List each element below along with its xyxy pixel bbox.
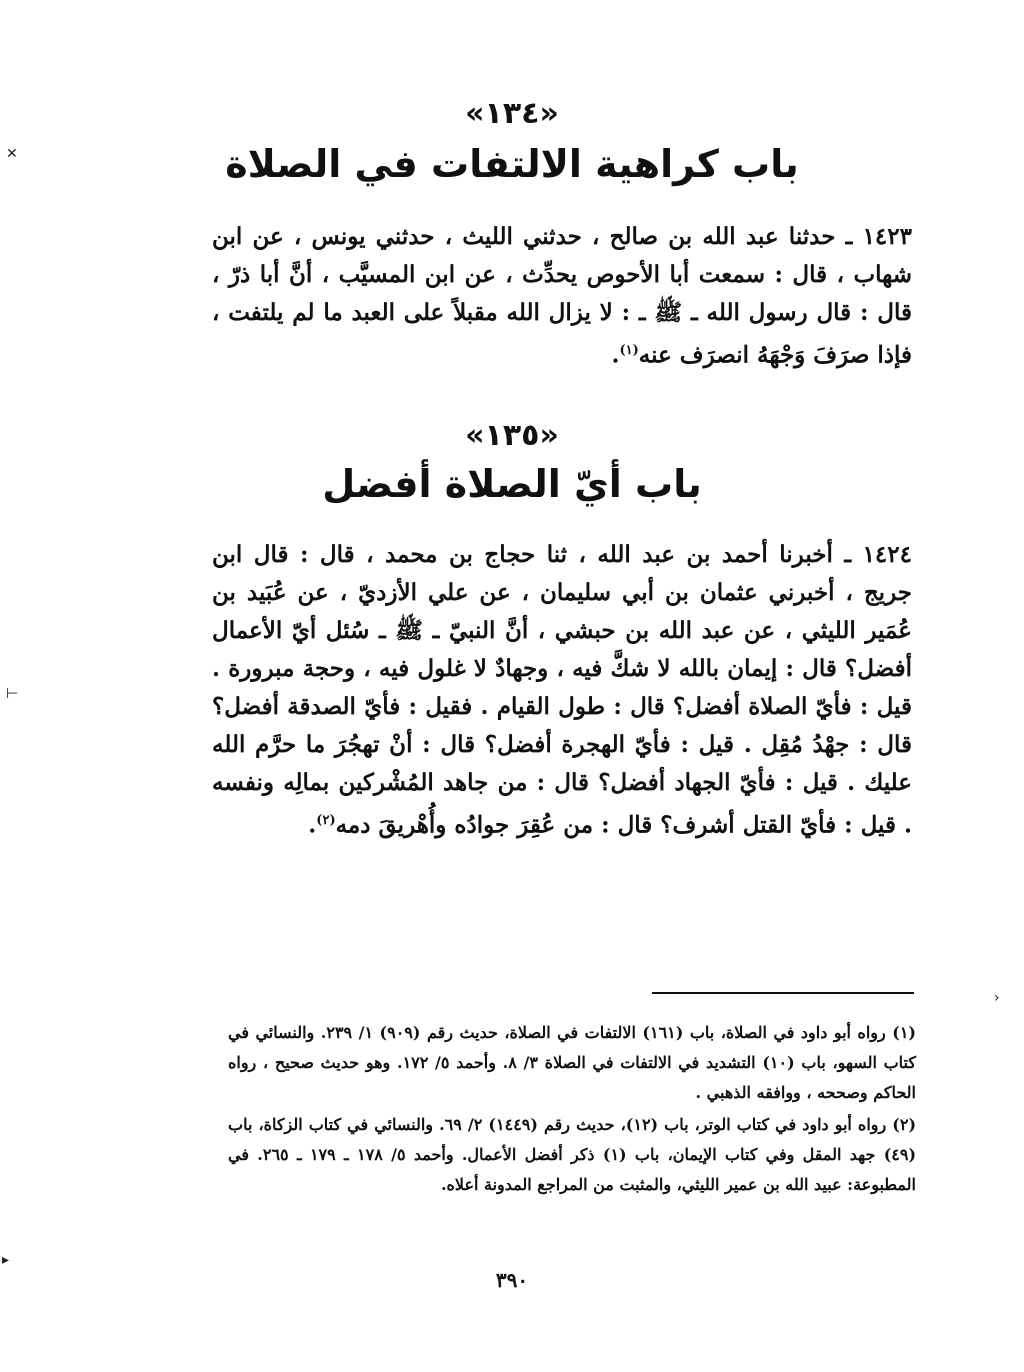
hadith-end: .: [611, 341, 620, 369]
section-title: باب أيّ الصلاة أفضل: [322, 462, 702, 506]
hadith-body: ١٤٢٤ ـ أخبرنا أحمد بن عبد الله ، ثنا حجاج بن محمد ، قال : قال ابن جريج ، أخبرني عثمان بن أبي سليمان ، عن علي الأزديّ ، عن عُبَيد بن عُمَير الليثي ، عن عبد الله بن حبشي ، أنَّ النبيّ ـ ﷺ ـ سُئل أيّ الأعمال أفضل؟ قال : إيمان بالله لا شكَّ فيه ، وجهادٌ لا غلول فيه ، وحجة مبرورة . قيل : فأيّ الصلاة أفضل؟ قال : طول القيام . فقيل : فأيّ الصدقة أفضل؟ قال : جهْدُ مُقِل . قيل : فأيّ الهجرة أفضل؟ قال : أنْ تهجُرَ ما حرَّم الله عليك . قيل : فأيّ الجهاد أفضل؟ قال : من جاهد المُشْركين بمالِه ونفسه . قيل : فأيّ القتل أشرف؟ قال : من عُقِرَ جوادُه وأُهْريقَ دمه: [212, 541, 912, 839]
section-number: «١٣٥»: [465, 418, 559, 453]
section-title: باب كراهية الالتفات في الصلاة: [225, 142, 799, 186]
page-number: ٣٩٠: [495, 1268, 529, 1292]
footnote: (٢) رواه أبو داود في كتاب الوتر، باب (١٢)، حديث رقم (١٤٤٩) ٢/ ٦٩. والنسائي في كتاب الزكاة، باب (٤٩) جهد المقل وفي كتاب الإيمان، باب (١) ذكر أفضل الأعمال. وأحمد ٥/ ١٧٨ ـ ١٧٩ ـ ٢٦٥. في المطبوعة: عبيد الله بن عمير الليثي، والمثبت من المراجع المدونة أعلاه.: [228, 1115, 917, 1194]
scan-mark-icon: ▸: [2, 1252, 10, 1268]
hadith-text: [212, 218, 912, 375]
hadith-end: .: [308, 811, 317, 839]
footnote-ref[interactable]: (٢): [316, 813, 336, 828]
scan-mark-icon: ⊢: [6, 686, 19, 702]
hadith-text: [212, 536, 912, 845]
footnote-ref[interactable]: (١): [619, 343, 639, 358]
section-number: «١٣٤»: [465, 96, 559, 131]
footnotes: [228, 1018, 916, 1202]
footnote: (١) رواه أبو داود في الصلاة، باب (١٦١) الالتفات في الصلاة، حديث رقم (٩٠٩) ١/ ٢٣٩. والنسائي في كتاب السهو، باب (١٠) التشديد في الالتفات في الصلاة ٣/ ٨. وأحمد ٥/ ١٧٢. وهو حديث صحيح ، رواه الحاكم وصححه ، ووافقه الذهبي .: [228, 1023, 917, 1102]
scan-mark-icon: ›: [994, 990, 1000, 1006]
scan-mark-icon: ✕: [6, 146, 18, 162]
hadith-body: ١٤٢٣ ـ حدثنا عبد الله بن صالح ، حدثني الليث ، حدثني يونس ، عن ابن شهاب ، قال : سمعت أبا الأحوص يحدِّث ، عن ابن المسيَّب ، أنَّ أبا ذرّ ، قال : قال رسول الله ـ ﷺ ـ : لا يزال الله مقبلاً على العبد ما لم يلتفت ، فإذا صرَفَ وَجْهَهُ انصرَف عنه: [212, 223, 912, 369]
footnote-divider: [652, 992, 914, 994]
